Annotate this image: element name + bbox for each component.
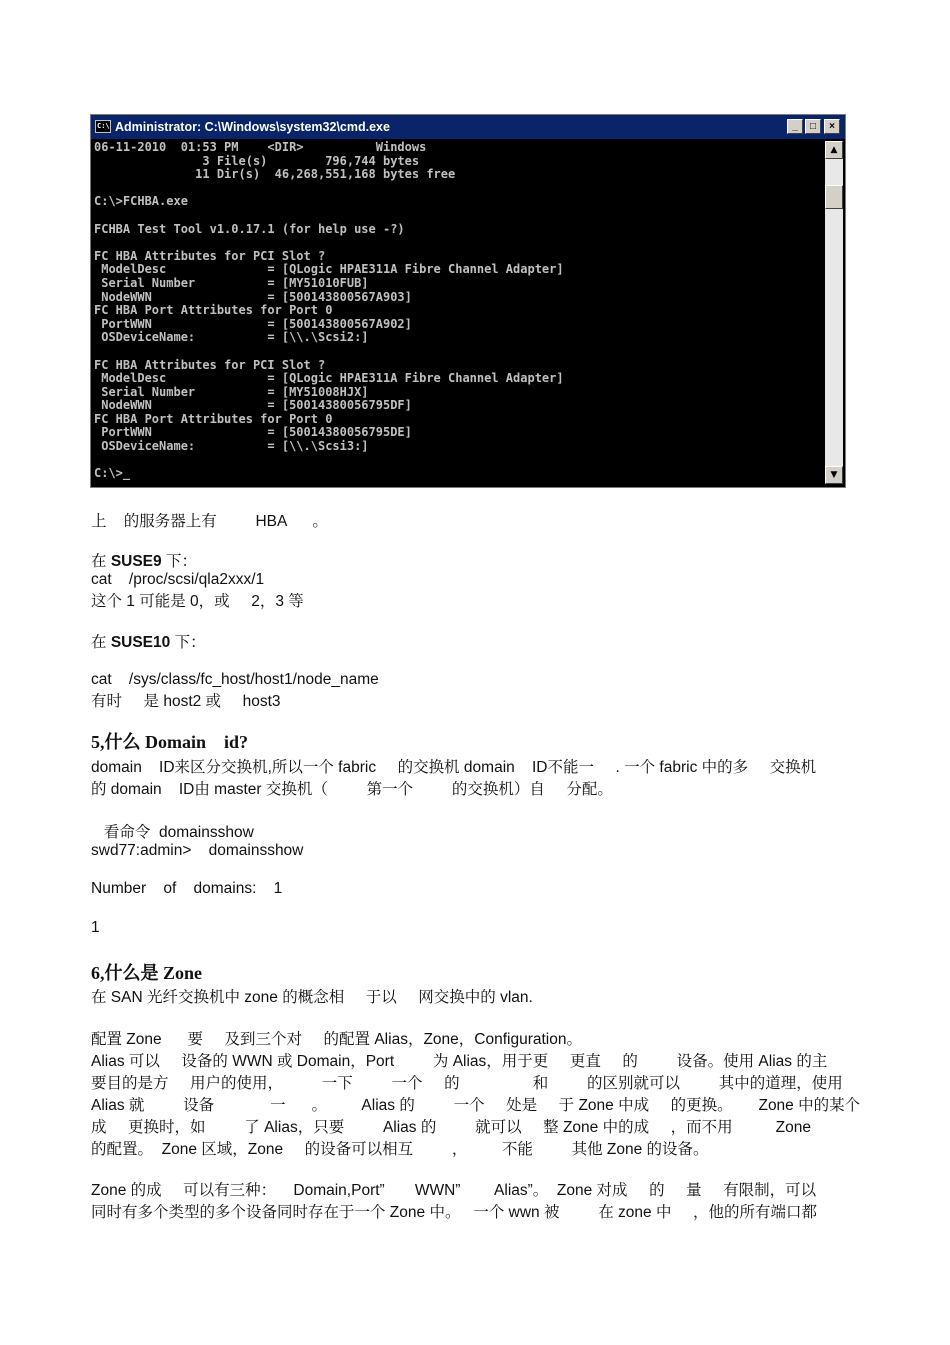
cmd-output-line: ModelDesc = [QLogic HPAE311A Fibre Channel Adapter] <box>94 371 564 386</box>
cmd-output-line <box>94 454 821 468</box>
doc-line-alias-5: 的配置。 Zone 区域，Zone 的设备可以相互 ， 不能 其他 Zone 的设备。 <box>91 1141 709 1158</box>
cmd-output-line: Serial Number = [MY51010FUB] <box>94 275 369 290</box>
doc-line-alias-3: Alias 就 设备 一 。 Alias 的 一个 处是 于 Zone 中成 的更换。 Zone 中的某个 <box>91 1097 861 1114</box>
doc-line-alias-2: 要目的是方 用户的使用， 一下 一个 的 和 的区别就可以 其中的道理，使用 <box>91 1075 843 1092</box>
cmd-output-line <box>94 209 821 223</box>
text: 在 <box>91 553 111 570</box>
cmd-output-line: ModelDesc = [QLogic HPAE311A Fibre Channel Adapter] <box>94 262 564 277</box>
doc-line-hba: 上 的服务器上有 HBA 。 <box>91 513 328 530</box>
bold-text: SUSE10 <box>110 634 171 651</box>
cmd-output-line <box>94 345 821 359</box>
maximize-button[interactable]: □ <box>805 119 821 134</box>
doc-line-zone-members-1: Zone 的成 可以有三种： Domain,Port” WWN” Alias”。 Zone 对成 的 量 有限制，可以 <box>91 1182 817 1199</box>
section-heading-zone: 6,什么是 Zone <box>91 963 203 983</box>
doc-line-one: 1 <box>91 919 100 936</box>
minimize-button[interactable]: _ <box>787 119 803 134</box>
doc-line-number-domains: Number of domains: 1 <box>91 880 283 897</box>
cmd-output-line: FC HBA Port Attributes for Port 0 <box>94 303 333 318</box>
cmd-output-line: 11 Dir(s) 46,268,551,168 bytes free <box>94 167 456 182</box>
cmd-output-line: NodeWWN = [50014380056795DF] <box>94 398 412 413</box>
cmd-window-title: Administrator: C:\Windows\system32\cmd.exe <box>115 120 390 134</box>
cmd-output[interactable] <box>94 141 821 484</box>
doc-line-domain-1: domain ID来区分交换机,所以一个 fabric 的交换机 domain ID不能一 . 一个 fabric 中的多 交换机 <box>91 759 817 776</box>
doc-line-alias-1: Alias 可以 设备的 WWN 或 Domain，Port 为 Alias，用于更 更直 的 设备。使用 Alias 的主 <box>91 1053 828 1070</box>
cmd-output-line <box>94 182 821 196</box>
doc-line-cat-proc: cat /proc/scsi/qla2xxx/1 <box>91 571 265 588</box>
text: 下： <box>161 553 197 570</box>
doc-line-note: 这个 1 可能是 0，或 2，3 等 <box>91 593 304 610</box>
scroll-thumb[interactable] <box>825 185 843 209</box>
scroll-down-icon[interactable]: ▼ <box>825 466 843 484</box>
doc-line-command: 看命令 domainsshow <box>91 824 254 841</box>
doc-line-alias-4: 成 更换时，如 了 Alias，只要 Alias 的 就可以 整 Zone 中的成 ，而不用 Zone <box>91 1119 812 1136</box>
scroll-up-icon[interactable]: ▲ <box>825 141 843 159</box>
cmd-output-line: PortWWN = [500143800567A902] <box>94 316 412 331</box>
text: 在 <box>91 634 111 651</box>
bold-text: SUSE9 <box>110 553 162 570</box>
cmd-output-line: Serial Number = [MY51008HJX] <box>94 384 369 399</box>
cmd-output-line: C:\>FCHBA.exe <box>94 194 188 209</box>
doc-line-config: 配置 Zone 要 及到三个对 的配置 Alias，Zone，Configuration。 <box>91 1031 582 1048</box>
vertical-scrollbar[interactable] <box>825 141 843 484</box>
cmd-output-line: FC HBA Attributes for PCI Slot ? <box>94 357 326 372</box>
cmd-output-line: 06-11-2010 01:53 PM <DIR> Windows <box>94 141 427 154</box>
doc-line-zone-members-2: 同时有多个类型的多个设备同时存在于一个 Zone 中。 一个 wwn 被 在 zone 中 ，他的所有端口都 <box>91 1204 817 1221</box>
cmd-output-line: FCHBA Test Tool v1.0.17.1 (for help use -?) <box>94 221 405 236</box>
doc-line-prompt: swd77:admin> domainsshow <box>91 842 304 859</box>
doc-line-zone-vlan: 在 SAN 光纤交换机中 zone 的概念相 于以 网交换中的 vlan. <box>91 989 533 1006</box>
cmd-output-line: 3 File(s) 796,744 bytes <box>94 153 420 168</box>
cmd-output-line: C:\>_ <box>94 466 131 481</box>
doc-suse10-heading <box>91 632 206 654</box>
doc-line-host: 有时 是 host2 或 host3 <box>91 693 281 710</box>
text: 下： <box>170 634 206 651</box>
cmd-app-icon: C:\ <box>95 120 111 133</box>
cmd-output-line: PortWWN = [50014380056795DE] <box>94 425 412 440</box>
close-button[interactable]: × <box>824 119 840 134</box>
doc-line-cat-sys: cat /sys/class/fc_host/host1/node_name <box>91 671 379 688</box>
cmd-window <box>90 114 846 488</box>
cmd-output-line: FC HBA Port Attributes for Port 0 <box>94 411 333 426</box>
cmd-output-line <box>94 236 821 250</box>
cmd-output-line: NodeWWN = [500143800567A903] <box>94 289 412 304</box>
doc-line-domain-2: 的 domain ID由 master 交换机（ 第一个 的交换机）自 分配。 <box>91 781 613 798</box>
cmd-output-line: OSDeviceName: = [\\.\Scsi3:] <box>94 439 369 454</box>
cmd-output-line: OSDeviceName: = [\\.\Scsi2:] <box>94 330 369 345</box>
cmd-output-line: FC HBA Attributes for PCI Slot ? <box>94 248 326 263</box>
section-heading-domain-id: 5,什么 Domain id? <box>91 732 249 752</box>
cmd-title-bar <box>91 115 845 139</box>
